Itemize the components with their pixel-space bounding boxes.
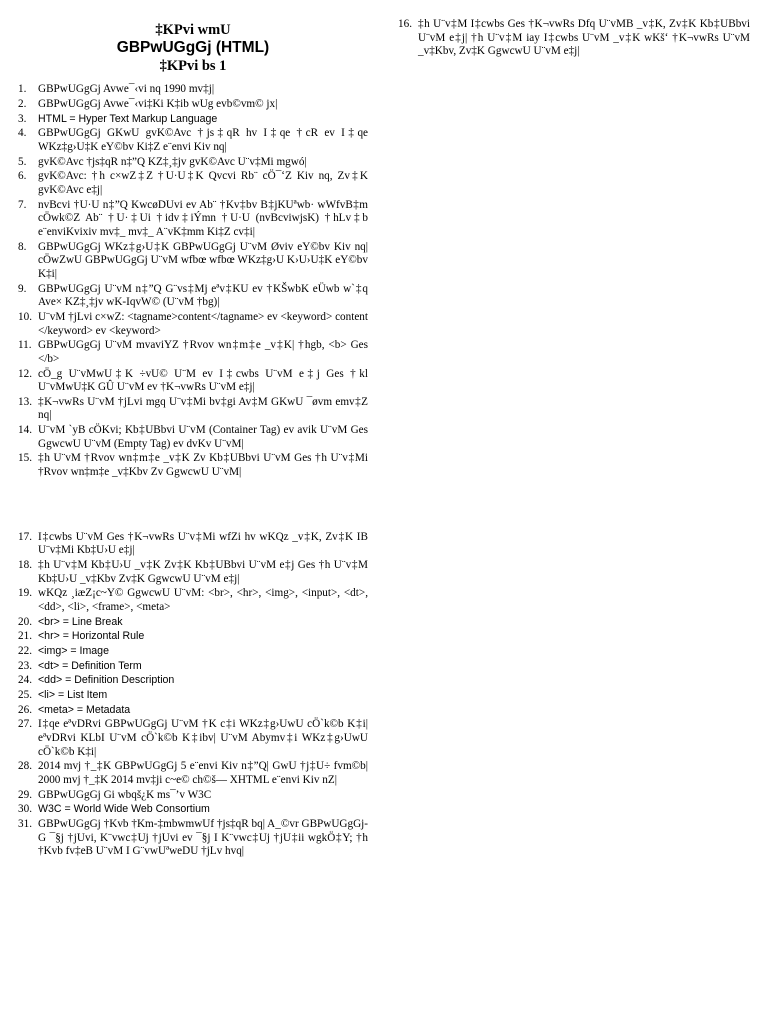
list-item-text: GBPwUGgGj Avwe¯‹vi‡Ki K‡ib wUg evb©vm© jx| bbox=[38, 98, 278, 111]
list-item-number: 5. bbox=[18, 155, 27, 168]
numbered-list-part-1 bbox=[18, 83, 368, 479]
list-item bbox=[18, 199, 368, 240]
list-item bbox=[18, 424, 368, 451]
list-item-text: <hr> = Horizontal Rule bbox=[38, 630, 145, 643]
list-item-number: 13. bbox=[18, 395, 32, 408]
list-item-text: wKQz ¸iæZ¡c~Y© GgwcwU U¨vM: <br>, <hr>, <img>, <input>, <dt>, <dd>, <li>, <frame>, <meta> bbox=[38, 587, 368, 614]
list-item-number: 16. bbox=[398, 18, 412, 30]
list-item-number: 19. bbox=[18, 587, 32, 600]
list-item-text: GBPwUGgGj U¨vM n‡”Q G¨vs‡Mj eªv‡KU ev †KŠwbK eÜwb w`‡q Ave× KZ‡¸‡jv wK-IqvW© (U¨vM †bg)| bbox=[38, 282, 368, 309]
list-item-text: GBPwUGgGj †Kvb †Km-‡mbwmwUf †js‡qR bq| A_©vr GBPwUGgGj-G ¯§j †jUvi, K¨vwc‡Uj †jUvi ev ¯§j I K¨vwc‡Uj †jU‡ii wgkÖ‡Y; †h †Kvb fv‡eB U¨vM I G¨vwUªweDU †jLv hvq| bbox=[38, 817, 368, 858]
list-item-number: 14. bbox=[18, 424, 32, 437]
list-item bbox=[18, 760, 368, 787]
right-column bbox=[398, 18, 750, 60]
spacer bbox=[18, 481, 368, 531]
numbered-list-right bbox=[398, 18, 750, 59]
list-item-text: 2014 mvj †_‡K GBPwUGgGj 5 e¨envi Kiv n‡”Q| GwU †j‡U÷ fvm©b| 2000 mvj †_‡K 2014 mv‡ji c~e© ch©š— XHTML e¨envi Kiv nZ| bbox=[38, 760, 368, 786]
list-item-number: 2. bbox=[18, 98, 27, 111]
list-item bbox=[18, 83, 368, 97]
list-item bbox=[18, 156, 368, 170]
list-item bbox=[18, 241, 368, 282]
list-item-text: I‡qe eªvDRvi GBPwUGgGj U¨vM †K c‡i WKz‡g›UwU cÖ`k©b K‡i| eªvDRvi KLbI U¨vM cÖ`k©b K‡ibv| U¨vM Abymv‡i WKz‡g›UwU cÖ`k©b K‡i| bbox=[38, 718, 368, 758]
list-item bbox=[18, 660, 368, 674]
list-item-text: ‡h U¨vM †Rvov wn‡m‡e _v‡K Zv Kb‡UBbvi U¨vM Ges †h U¨v‡Mi †Rvov wn‡m‡e _v‡Kbv Zv GgwcwU U¨vM| bbox=[38, 452, 368, 479]
list-item-text: cÖ_g U¨vMwU‡K ÷vU© U¨M ev I‡cwbs U¨vM e‡j Ges †kl U¨vMwU‡K GÛ U¨vM ev †K¬vwRs U¨vM e‡j| bbox=[38, 367, 368, 394]
title-line-3: ‡KPvi bs 1 bbox=[159, 57, 227, 74]
list-item-number: 9. bbox=[18, 282, 27, 295]
list-item-text: gvK©Avc: †h c×wZ‡Z †U·U‡K Qvcvi Rb¨ cÖ¯‘Z Kiv nq, Zv‡K gvK©Avc e‡j| bbox=[38, 170, 368, 196]
list-item-number: 3. bbox=[18, 112, 27, 125]
numbered-list-part-2 bbox=[18, 531, 368, 859]
list-item bbox=[18, 803, 368, 817]
list-item-number: 30. bbox=[18, 803, 32, 816]
list-item-number: 11. bbox=[18, 339, 32, 352]
list-item-text: ‡h U¨v‡M I‡cwbs Ges †K¬vwRs Dfq U¨vMB _v‡K, Zv‡K Kb‡UBbvi U¨vM e‡j| †h U¨v‡M iay I‡cwbs U¨vM _v‡K wKš‘ †K¬vwRs U¨vM _v‡Kbv, Zv‡K GgwcwU U¨vM e‡j| bbox=[418, 18, 750, 58]
list-item-text: <dt> = Definition Term bbox=[38, 659, 142, 672]
list-item-number: 20. bbox=[18, 615, 32, 628]
list-item-number: 6. bbox=[18, 170, 27, 183]
title-line-2: GBPwUGgGj (HTML) bbox=[116, 39, 270, 57]
list-item-number: 18. bbox=[18, 559, 32, 572]
list-item bbox=[18, 689, 368, 703]
list-item-number: 24. bbox=[18, 674, 32, 687]
list-item-number: 29. bbox=[18, 788, 32, 801]
list-item-number: 12. bbox=[18, 367, 32, 380]
list-item-number: 23. bbox=[18, 659, 32, 672]
list-item bbox=[18, 127, 368, 154]
list-item-number: 7. bbox=[18, 198, 27, 211]
list-item bbox=[18, 630, 368, 644]
list-item bbox=[18, 452, 368, 479]
list-item-number: 17. bbox=[18, 530, 32, 543]
list-item-text: <meta> = Metadata bbox=[38, 703, 131, 716]
list-item-number: 31. bbox=[18, 817, 32, 830]
list-item bbox=[18, 559, 368, 586]
list-item bbox=[18, 170, 368, 197]
title-line-1: ‡KPvi wmU bbox=[155, 22, 231, 38]
list-item bbox=[18, 368, 368, 395]
list-item-number: 25. bbox=[18, 688, 32, 701]
list-item bbox=[18, 587, 368, 614]
list-item-text: W3C = World Wide Web Consortium bbox=[38, 803, 210, 816]
list-item-number: 4. bbox=[18, 127, 27, 140]
list-item bbox=[18, 818, 368, 859]
list-item bbox=[18, 113, 368, 127]
list-item-text: nvBcvi †U·U n‡”Q KwcøDUvi ev Ab¨ †Kv‡bv B‡jKUªwb· wWfvB‡m cÖwk©Z Ab¨ †U·‡Ui †idv‡iÝmn †U·U (nvBcviwjsK) †hLv‡b e¨enviKvixiv mv‡_ mv‡_ A¨vK‡mm Ki‡Z cv‡i| bbox=[38, 198, 368, 238]
list-item-text: GBPwUGgGj GKwU gvK©Avc †js‡qR hv I‡qe †cR ev I‡qe WKz‡g›U‡K eY©bv Ki‡Z e¨envi Kiv nq| bbox=[38, 127, 368, 153]
list-item bbox=[18, 311, 368, 338]
list-item bbox=[18, 789, 368, 803]
list-item-number: 26. bbox=[18, 703, 32, 716]
list-item-text: U¨vM `yB cÖKvi; Kb‡UBbvi U¨vM (Container Tag) ev avik U¨vM Ges GgwcwU U¨vM (Empty Tag) ev dvKv U¨vM| bbox=[38, 424, 368, 450]
list-item-text: gvK©Avc †js‡qR n‡”Q KZ‡¸‡jv gvK©Avc U¨v‡Mi mgwó| bbox=[38, 155, 307, 168]
list-item bbox=[18, 98, 368, 112]
list-item-text: <br> = Line Break bbox=[38, 615, 123, 628]
list-item-text: <dd> = Definition Description bbox=[38, 674, 175, 687]
list-item-text: ‡K¬vwRs U¨vM †jLvi mgq U¨v‡Mi bv‡gi Av‡M GKwU ¯øvm emv‡Z nq| bbox=[38, 395, 368, 422]
list-item-number: 1. bbox=[18, 83, 27, 96]
list-item-text: HTML = Hyper Text Markup Language bbox=[38, 112, 218, 125]
list-item-text: U¨vM †jLvi c×wZ: <tagname>content</tagname> ev <keyword> content </keyword> ev <keyword> bbox=[38, 310, 368, 337]
left-column bbox=[18, 18, 368, 860]
document-title bbox=[18, 22, 368, 75]
list-item bbox=[18, 704, 368, 718]
list-item bbox=[18, 531, 368, 558]
list-item bbox=[18, 283, 368, 310]
list-item-text: I‡cwbs U¨vM Ges †K¬vwRs U¨v‡Mi wfZi hv wKQz _v‡K, Zv‡K IB U¨v‡Mi Kb‡U›U e‡j| bbox=[38, 530, 368, 557]
list-item bbox=[18, 645, 368, 659]
list-item-number: 22. bbox=[18, 645, 32, 657]
list-item-text: <li> = List Item bbox=[38, 688, 108, 701]
list-item-number: 21. bbox=[18, 630, 32, 643]
list-item-number: 15. bbox=[18, 452, 32, 465]
list-item-text: GBPwUGgGj Avwe¯‹vi nq 1990 mv‡j| bbox=[38, 83, 215, 96]
list-item bbox=[18, 616, 368, 630]
list-item-number: 10. bbox=[18, 310, 32, 323]
list-item-text: GBPwUGgGj WKz‡g›U‡K GBPwUGgGj U¨vM Øviv eY©bv Kiv nq| cÖwZwU GBPwUGgGj U¨vM wfbœ wfbœ WKz‡g›U K›U›U‡K eY©bv K‡i| bbox=[38, 240, 368, 280]
list-item-number: 28. bbox=[18, 760, 32, 773]
list-item-number: 8. bbox=[18, 240, 27, 253]
list-item bbox=[18, 718, 368, 759]
list-item bbox=[18, 339, 368, 366]
list-item bbox=[18, 396, 368, 423]
list-item bbox=[398, 18, 750, 59]
list-item-number: 27. bbox=[18, 718, 32, 731]
list-item-text: ‡h U¨v‡M Kb‡U›U _v‡K Zv‡K Kb‡UBbvi U¨vM e‡j Ges †h U¨v‡M Kb‡U›U _v‡Kbv Zv‡K GgwcwU U¨vM e‡j| bbox=[38, 559, 368, 585]
list-item-text: <img> = Image bbox=[38, 645, 109, 657]
list-item bbox=[18, 674, 368, 688]
list-item-text: GBPwUGgGj Gi wbqš¿K ms¯’v W3C bbox=[38, 788, 212, 801]
list-item-text: GBPwUGgGj U¨vM mvaviYZ †Rvov wn‡m‡e _v‡K| †hgb, <b> Ges </b> bbox=[38, 339, 368, 365]
